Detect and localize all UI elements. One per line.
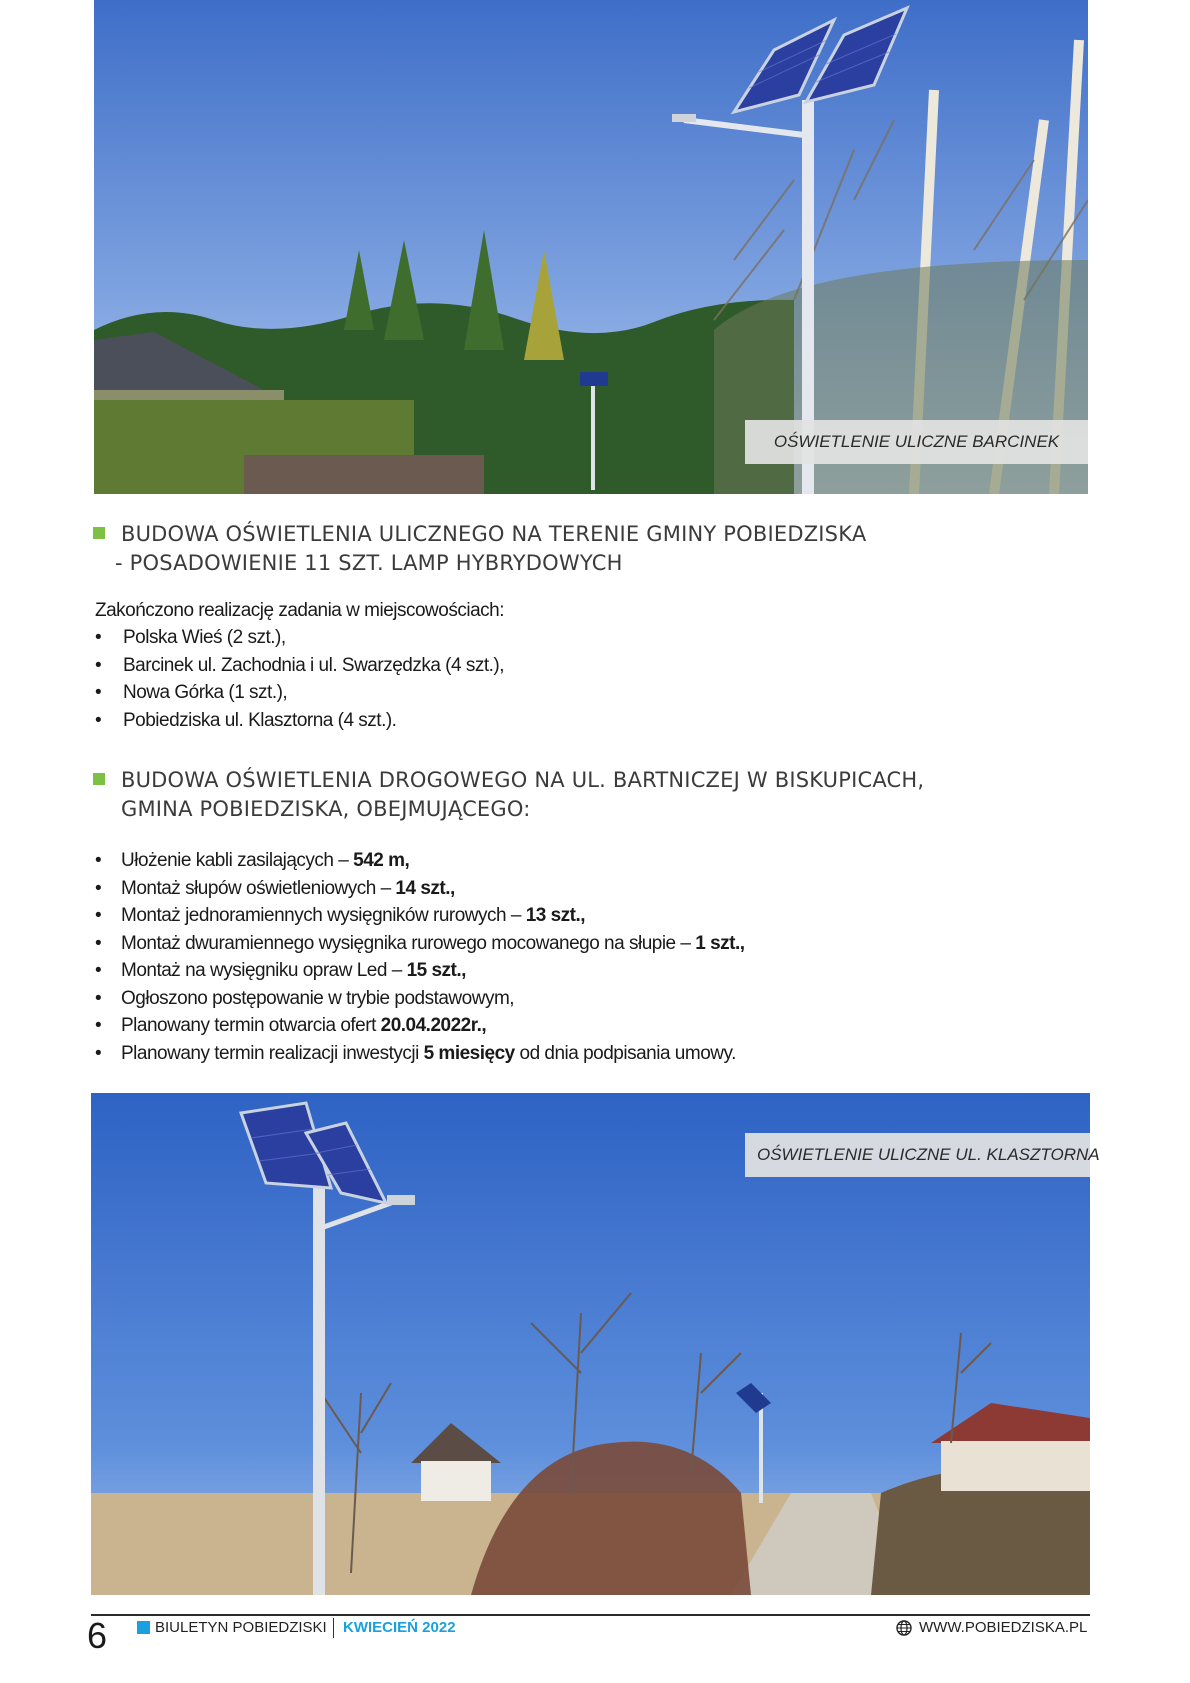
list-item: • Ogłoszono postępowanie w trybie podstawowym, — [93, 985, 745, 1013]
website-link[interactable]: WWW.POBIEDZISKA.PL — [919, 1619, 1088, 1636]
photo-caption-klasztorna: OŚWIETLENIE ULICZNE UL. KLASZTORNA — [745, 1133, 1090, 1177]
globe-icon — [896, 1620, 912, 1636]
heading-line-2: GMINA POBIEDZISKA, OBEJMUJĄCEGO: — [121, 797, 531, 821]
list-item: • Barcinek ul. Zachodnia i ul. Swarzędzka (4 szt.), — [93, 652, 504, 680]
list-item: • Montaż dwuramiennego wysięgnika rurowego mocowanego na słupie – 1 szt., — [93, 930, 745, 958]
list-item: • Nowa Górka (1 szt.), — [93, 679, 504, 707]
scope-of-work-list — [93, 847, 745, 1067]
list-item: • Planowany termin realizacji inwestycji 5 miesięcy od dnia podpisania umowy. — [93, 1040, 745, 1068]
list-item: • Montaż na wysięgniku opraw Led – 15 szt., — [93, 957, 745, 985]
list-item: • Montaż jednoramiennych wysięgników rurowych – 13 szt., — [93, 902, 745, 930]
issue-date: KWIECIEŃ 2022 — [343, 1619, 456, 1636]
publication-name: BIULETYN POBIEDZISKI — [155, 1619, 327, 1636]
list-item: • Pobiedziska ul. Klasztorna (4 szt.). — [93, 707, 504, 735]
photo-caption-barcinek: OŚWIETLENIE ULICZNE BARCINEK — [745, 420, 1088, 464]
square-bullet-icon — [93, 773, 105, 785]
page-number: 6 — [87, 1615, 108, 1656]
list-item: • Ułożenie kabli zasilających – 542 m, — [93, 847, 745, 875]
footer-separator — [333, 1618, 334, 1638]
square-bullet-icon — [93, 527, 105, 539]
heading-line-1: BUDOWA OŚWIETLENIA ULICZNEGO NA TERENIE GMINY POBIEDZISKA — [121, 522, 867, 546]
locations-list — [93, 624, 504, 734]
list-item: • Planowany termin otwarcia ofert 20.04.2022r., — [93, 1012, 745, 1040]
section-intro-text: Zakończono realizację zadania w miejscowościach: — [95, 600, 504, 621]
list-item: • Montaż słupów oświetleniowych – 14 szt., — [93, 875, 745, 903]
section-heading-street-lighting — [93, 520, 866, 578]
list-item: • Polska Wieś (2 szt.), — [93, 624, 504, 652]
heading-line-2: - POSADOWIENIE 11 SZT. LAMP HYBRYDOWYCH — [115, 551, 623, 575]
square-bullet-icon — [137, 1621, 150, 1634]
heading-line-1: BUDOWA OŚWIETLENIA DROGOWEGO NA UL. BARTNICZEJ W BISKUPICACH, — [121, 768, 925, 792]
section-heading-road-lighting — [93, 766, 924, 824]
